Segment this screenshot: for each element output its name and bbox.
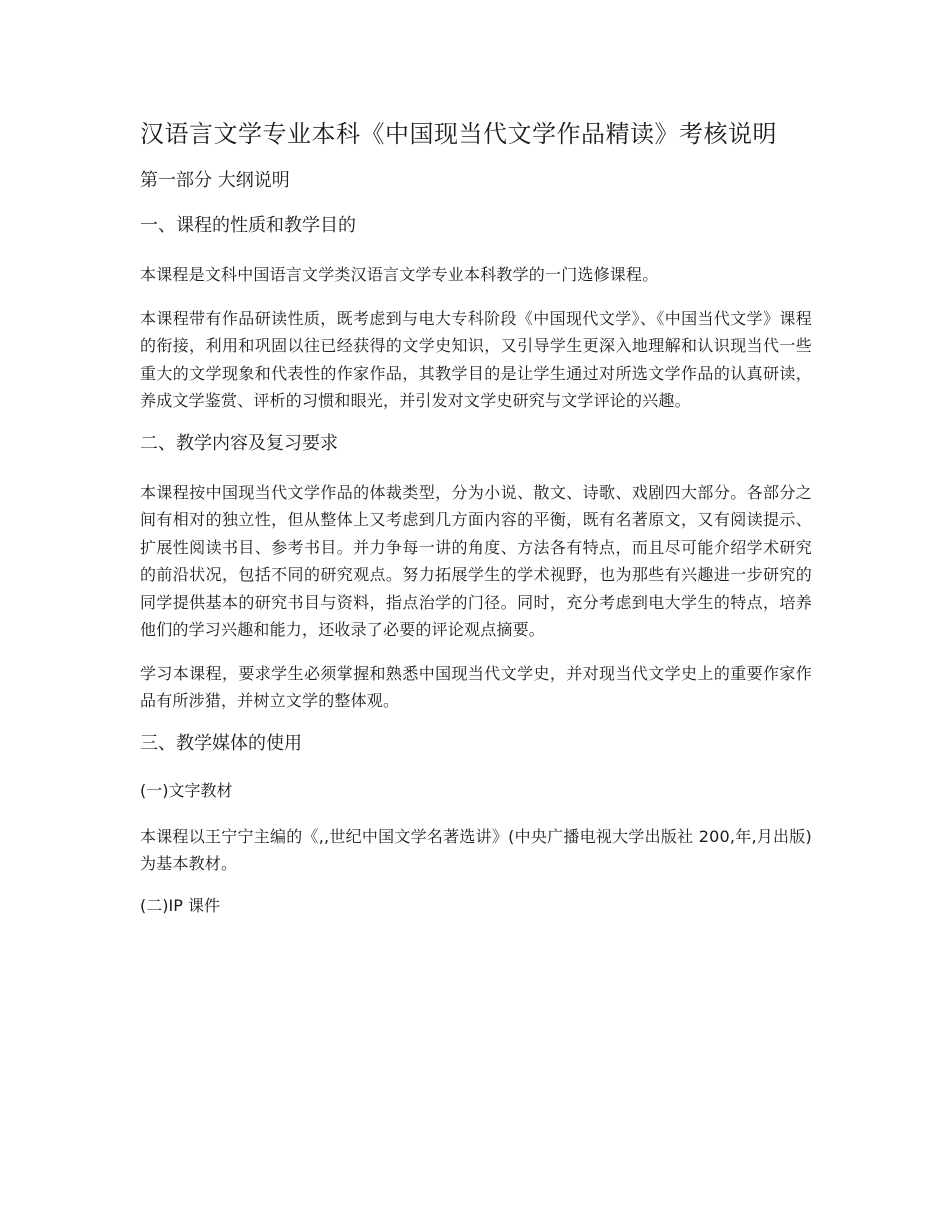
document-page (140, 116, 812, 938)
section1-paragraph-1: 本课程是文科中国语言文学类汉语言文学专业本科教学的一门选修课程。 (140, 265, 659, 284)
section2-paragraph-1: 本课程按中国现当代文学作品的体裁类型，分为小说、散文、诗歌、戏剧四大部分。各部分之间有相对的独立性，但从整体上又考虑到几方面内容的平衡，既有名著原文，又有阅读提示、扩展性阅读书目、参考书目。并力争每一讲的角度、方法各有特点，而且尽可能介绍学术研究的前沿状况，包括不同的研究观点。努力拓展学生的学术视野，也为那些有兴趣进一步研究的同学提供基本的研究书目与资料，指点治学的门径。同时，充分考虑到电大学生的特点，培养他们的学习兴趣和能力，还收录了必要的评论观点摘要。 (140, 482, 812, 639)
section2-paragraph-2: 学习本课程，要求学生必须掌握和熟悉中国现当代文学史，并对现当代文学史上的重要作家作品有所涉猎，并树立文学的整体观。 (140, 663, 812, 710)
part-heading: 第一部分 大纲说明 (140, 170, 290, 191)
section-heading-3: 三、教学媒体的使用 (140, 732, 302, 754)
section-heading-2: 二、教学内容及复习要求 (140, 432, 338, 454)
section-heading-1: 一、课程的性质和教学目的 (140, 215, 356, 236)
document-title: 汉语言文学专业本科《中国现当代文学作品精读》考核说明 (140, 120, 777, 148)
subsection-heading-text-materials: (一)文字教材 (140, 780, 233, 800)
section1-paragraph-2: 本课程带有作品研读性质，既考虑到与电大专科阶段《中国现代文学》、《中国当代文学》课程的衔接，利用和巩固以往已经获得的文学史知识，又引导学生更深入地理解和认识现当代一些重大的文学现象和代表性的作家作品，其教学目的是让学生通过对所选文学作品的认真研读，养成文学鉴赏、评析的习惯和眼光，并引发对文学史研究与文学评论的兴趣。 (140, 308, 812, 410)
subsection-heading-ip-courseware: (二)IP 课件 (140, 895, 220, 915)
section3-paragraph-1: 本课程以王宁宁主编的《,,世纪中国文学名著选讲》(中央广播电视大学出版社 200,年,月出版)为基本教材。 (140, 826, 812, 873)
